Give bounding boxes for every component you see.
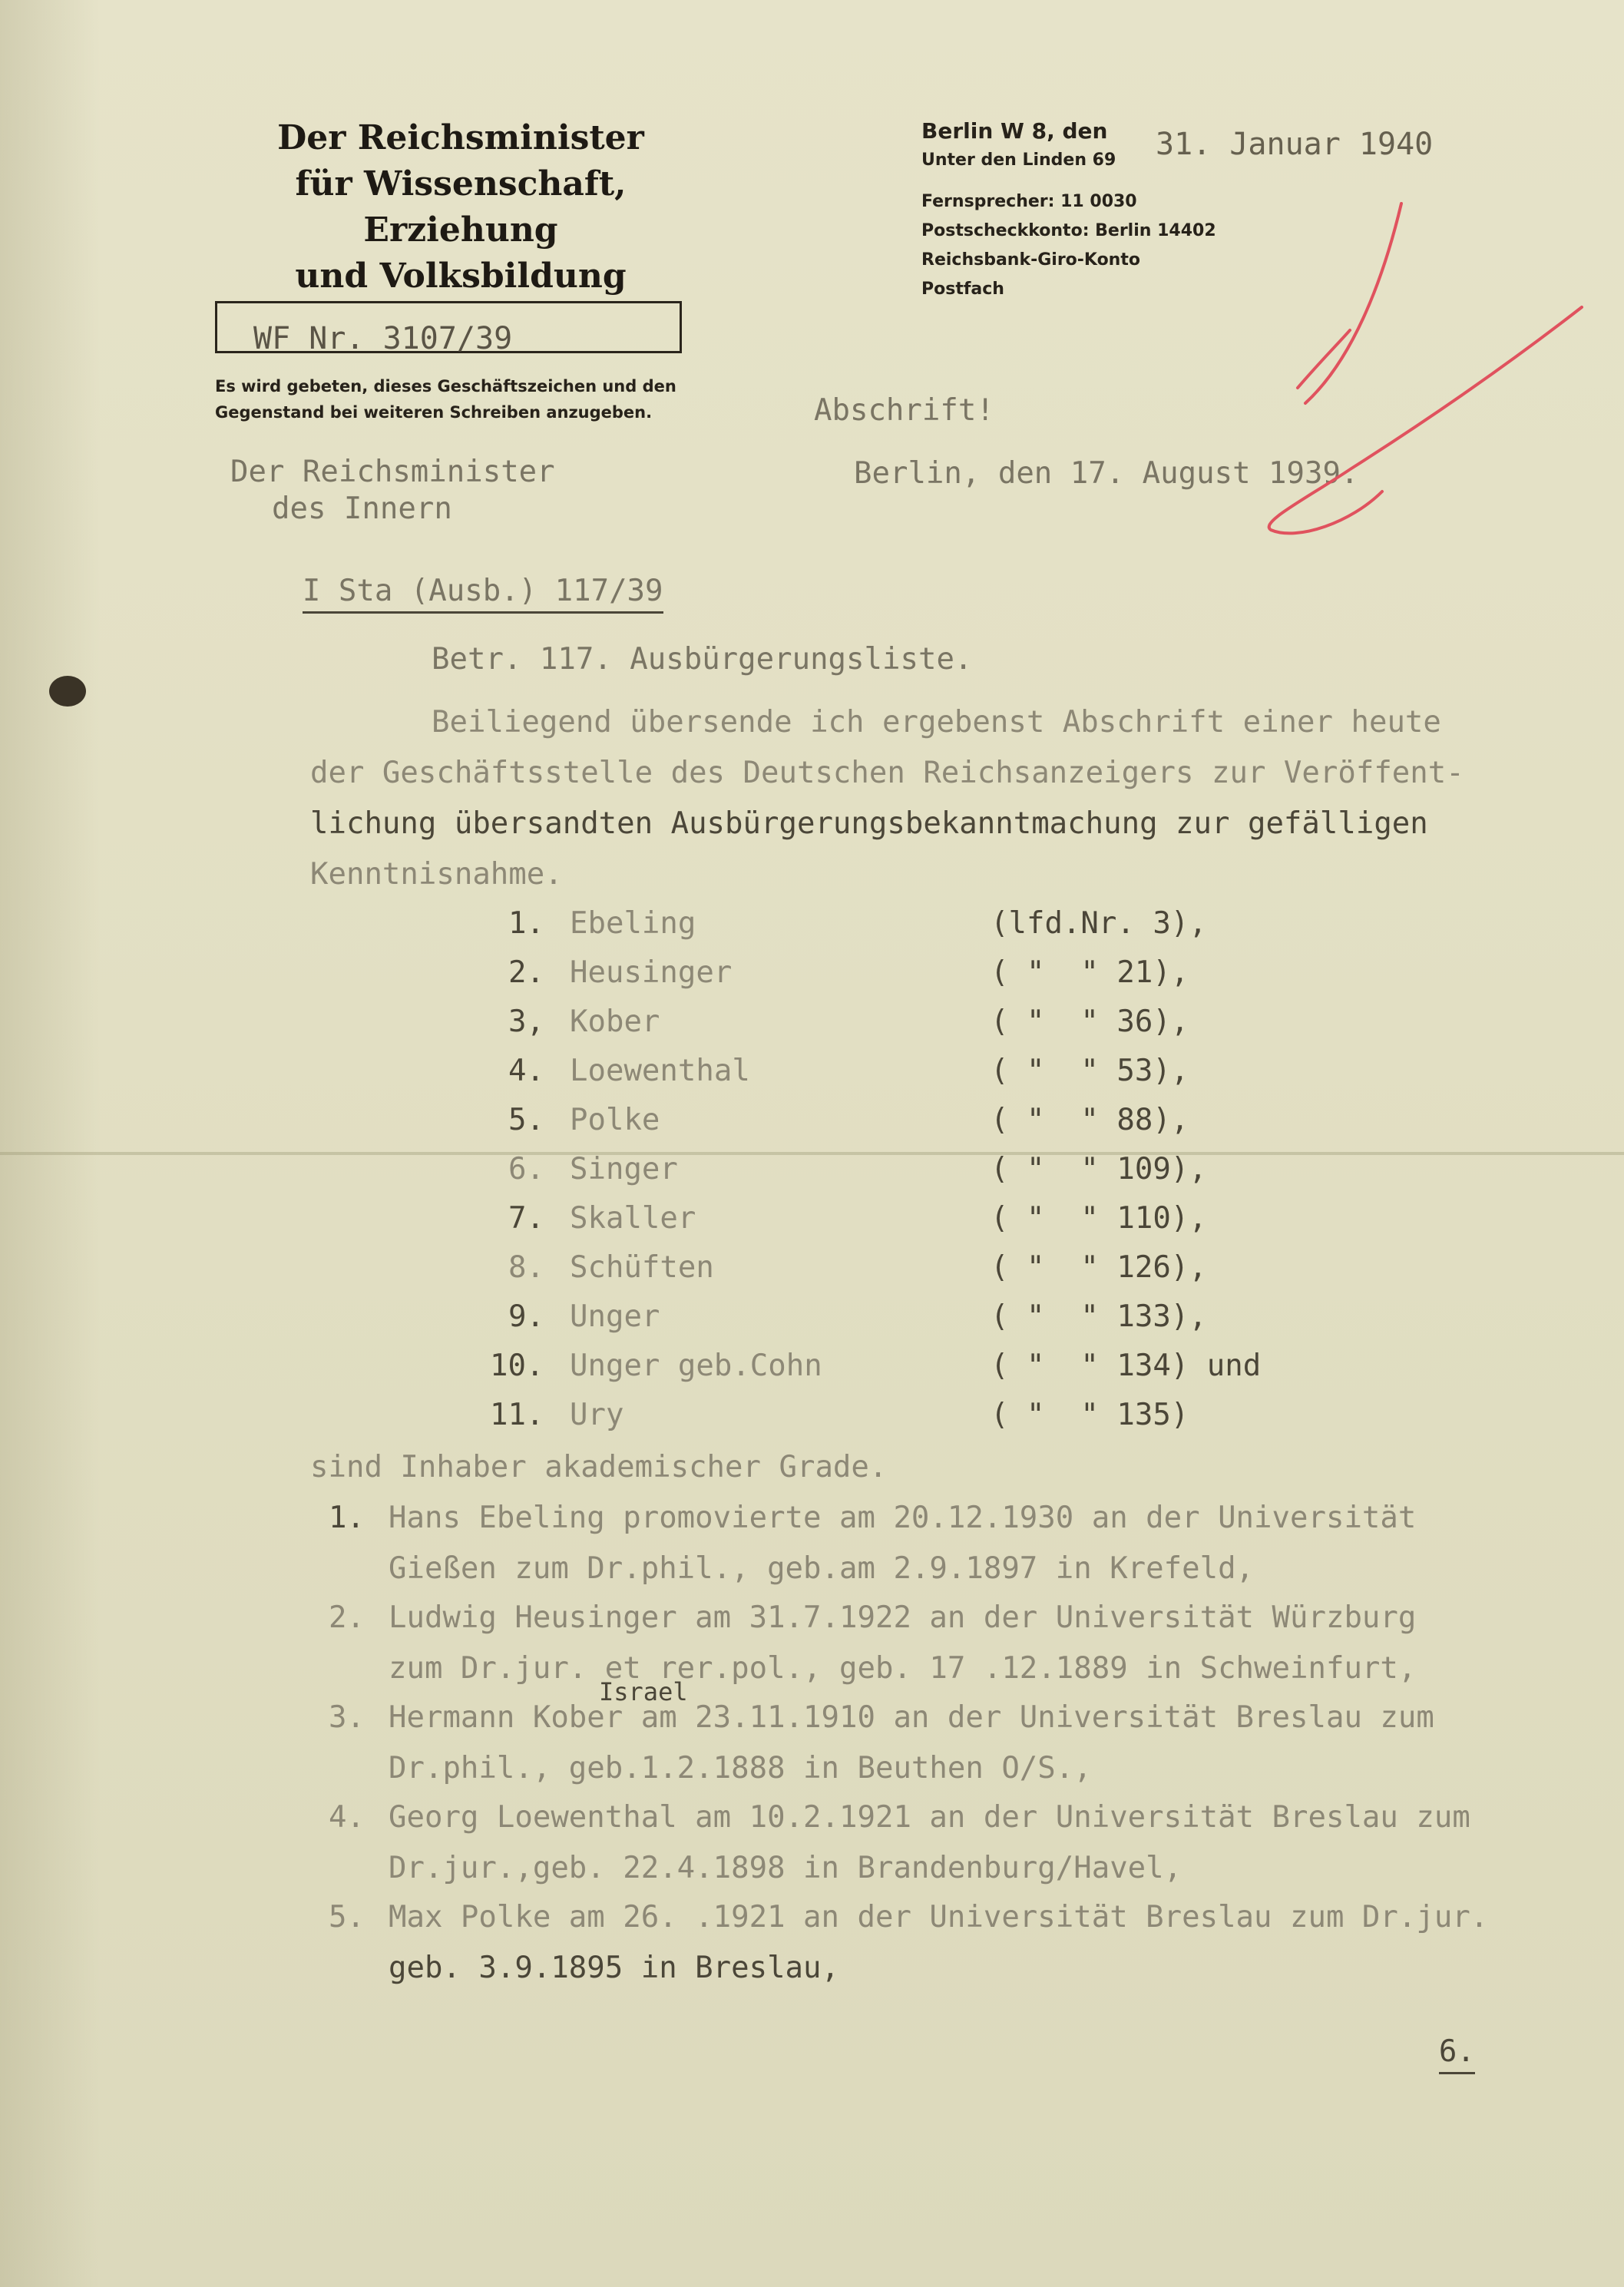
sender-reference: I Sta (Ausb.) 117/39 [303, 574, 663, 614]
list-item-ref: ( " " 135) [991, 1398, 1189, 1432]
address-bank: Reichsbank-Giro-Konto [921, 250, 1140, 270]
address-phone: Fernsprecher: 11 0030 [921, 192, 1137, 211]
list-item-name: Skaller [570, 1201, 696, 1236]
file-note-line-2: Gegenstand bei weiteren Schreiben anzugeben. [215, 403, 653, 422]
detail-line-2: zum Dr.jur. et rer.pol., geb. 17 .12.1889 in Schweinfurt, [389, 1651, 1417, 1686]
list-item-name: Unger geb.Cohn [570, 1349, 822, 1383]
list-item-name: Heusinger [570, 955, 733, 990]
body-line-1: Beiliegend übersende ich ergebenst Abschrift einer heute [432, 705, 1441, 740]
letterhead-line-3: und Volksbildung [295, 257, 627, 296]
detail-line-2: Dr.phil., geb.1.2.1888 in Beuthen O/S., [389, 1751, 1092, 1786]
list-item-num: 10. [490, 1349, 544, 1383]
letter-date: 31. Januar 1940 [1156, 127, 1434, 162]
detail-line-1: Max Polke am 26. .1921 an der Universität Breslau zum Dr.jur. [389, 1900, 1489, 1935]
next-page-wrap [1367, 2000, 1475, 2103]
detail-num: 5. [329, 1900, 365, 1935]
detail-line-1: Hermann Kober am 23.11.1910 an der Universität Breslau zum [389, 1700, 1434, 1735]
detail-line-2: geb. 3.9.1895 in Breslau, [389, 1951, 839, 1985]
detail-line-1: Georg Loewenthal am 10.2.1921 an der Universität Breslau zum [389, 1800, 1470, 1835]
list-tail: sind Inhaber akademischer Grade. [310, 1450, 888, 1484]
copy-heading: Abschrift! [814, 393, 994, 428]
list-item-ref: ( " " 109), [991, 1152, 1207, 1187]
inserted-word: Israel [599, 1677, 688, 1706]
list-item-num: 1. [508, 906, 544, 941]
letterhead-line-2: für Wissenschaft, Erziehung [295, 164, 627, 250]
list-item-ref: ( " " 53), [991, 1054, 1189, 1088]
detail-num: 2. [329, 1600, 365, 1635]
punch-hole [49, 676, 86, 707]
list-item-ref: ( " " 88), [991, 1103, 1189, 1137]
address-box: Postfach [921, 280, 1004, 299]
detail-line-1: Hans Ebeling promovierte am 20.12.1930 an der Universität [389, 1501, 1417, 1535]
body-line-4: Kenntnisnahme. [310, 857, 563, 892]
list-item-ref: ( " " 110), [991, 1201, 1207, 1236]
list-item-name: Loewenthal [570, 1054, 750, 1088]
file-note-line-1: Es wird gebeten, dieses Geschäftszeichen und den [215, 377, 676, 396]
sender-line-1: Der Reichsminister [230, 455, 555, 489]
red-stroke-hook [1298, 330, 1350, 388]
list-item-ref: ( " " 36), [991, 1004, 1189, 1039]
detail-line-2: Dr.jur.,geb. 22.4.1898 in Brandenburg/Havel, [389, 1851, 1182, 1885]
address-street: Unter den Linden 69 [921, 151, 1116, 170]
list-item-name: Unger [570, 1299, 660, 1334]
list-item-name: Schüften [570, 1250, 714, 1285]
file-reference-note [215, 373, 676, 425]
red-stroke-vertical [1305, 204, 1401, 403]
list-item-num: 8. [508, 1250, 544, 1285]
next-page-marker: 6. [1439, 2034, 1475, 2074]
list-item-num: 7. [508, 1201, 544, 1236]
detail-line-2: Gießen zum Dr.phil., geb.am 2.9.1897 in Krefeld, [389, 1551, 1255, 1586]
body-line-2: der Geschäftsstelle des Deutschen Reichsanzeigers zur Veröffent- [310, 756, 1464, 790]
list-item-ref: ( " " 134) und [991, 1349, 1262, 1383]
detail-num: 4. [329, 1800, 365, 1835]
list-item-ref: (lfd.Nr. 3), [991, 906, 1207, 941]
list-item-num: 4. [508, 1054, 544, 1088]
list-item-name: Ebeling [570, 906, 696, 941]
paper-fold-line [0, 1152, 1624, 1155]
detail-num: 3. [329, 1700, 365, 1735]
letterhead [230, 115, 691, 300]
subject-line: Betr. 117. Ausbürgerungsliste. [432, 642, 973, 677]
body-line-3: lichung übersandten Ausbürgerungsbekanntmachung zur gefälligen [310, 806, 1428, 841]
list-item-num: 2. [508, 955, 544, 990]
list-item-num: 9. [508, 1299, 544, 1334]
address-postal-account: Postscheckkonto: Berlin 14402 [921, 221, 1216, 240]
detail-num: 1. [329, 1501, 365, 1535]
list-item-num: 6. [508, 1152, 544, 1187]
sender-reference-wrap [230, 539, 663, 643]
address-city: Berlin W 8, den [921, 118, 1108, 144]
letterhead-line-1: Der Reichsminister [277, 118, 644, 157]
list-item-ref: ( " " 126), [991, 1250, 1207, 1285]
list-item-name: Polke [570, 1103, 660, 1137]
red-stroke-diagonal [1269, 307, 1582, 533]
list-item-num: 5. [508, 1103, 544, 1137]
detail-line-1: Ludwig Heusinger am 31.7.1922 an der Universität Würzburg [389, 1600, 1417, 1635]
list-item-num: 11. [490, 1398, 544, 1432]
list-item-name: Kober [570, 1004, 660, 1039]
list-item-ref: ( " " 133), [991, 1299, 1207, 1334]
file-reference-number: WF Nr. 3107/39 [253, 321, 513, 356]
list-item-ref: ( " " 21), [991, 955, 1189, 990]
list-item-name: Singer [570, 1152, 678, 1187]
copy-date: Berlin, den 17. August 1939. [854, 456, 1359, 491]
list-item-name: Ury [570, 1398, 624, 1432]
list-item-num: 3, [508, 1004, 544, 1039]
page-left-shadow [0, 0, 100, 2287]
sender-line-2: des Innern [272, 491, 452, 526]
